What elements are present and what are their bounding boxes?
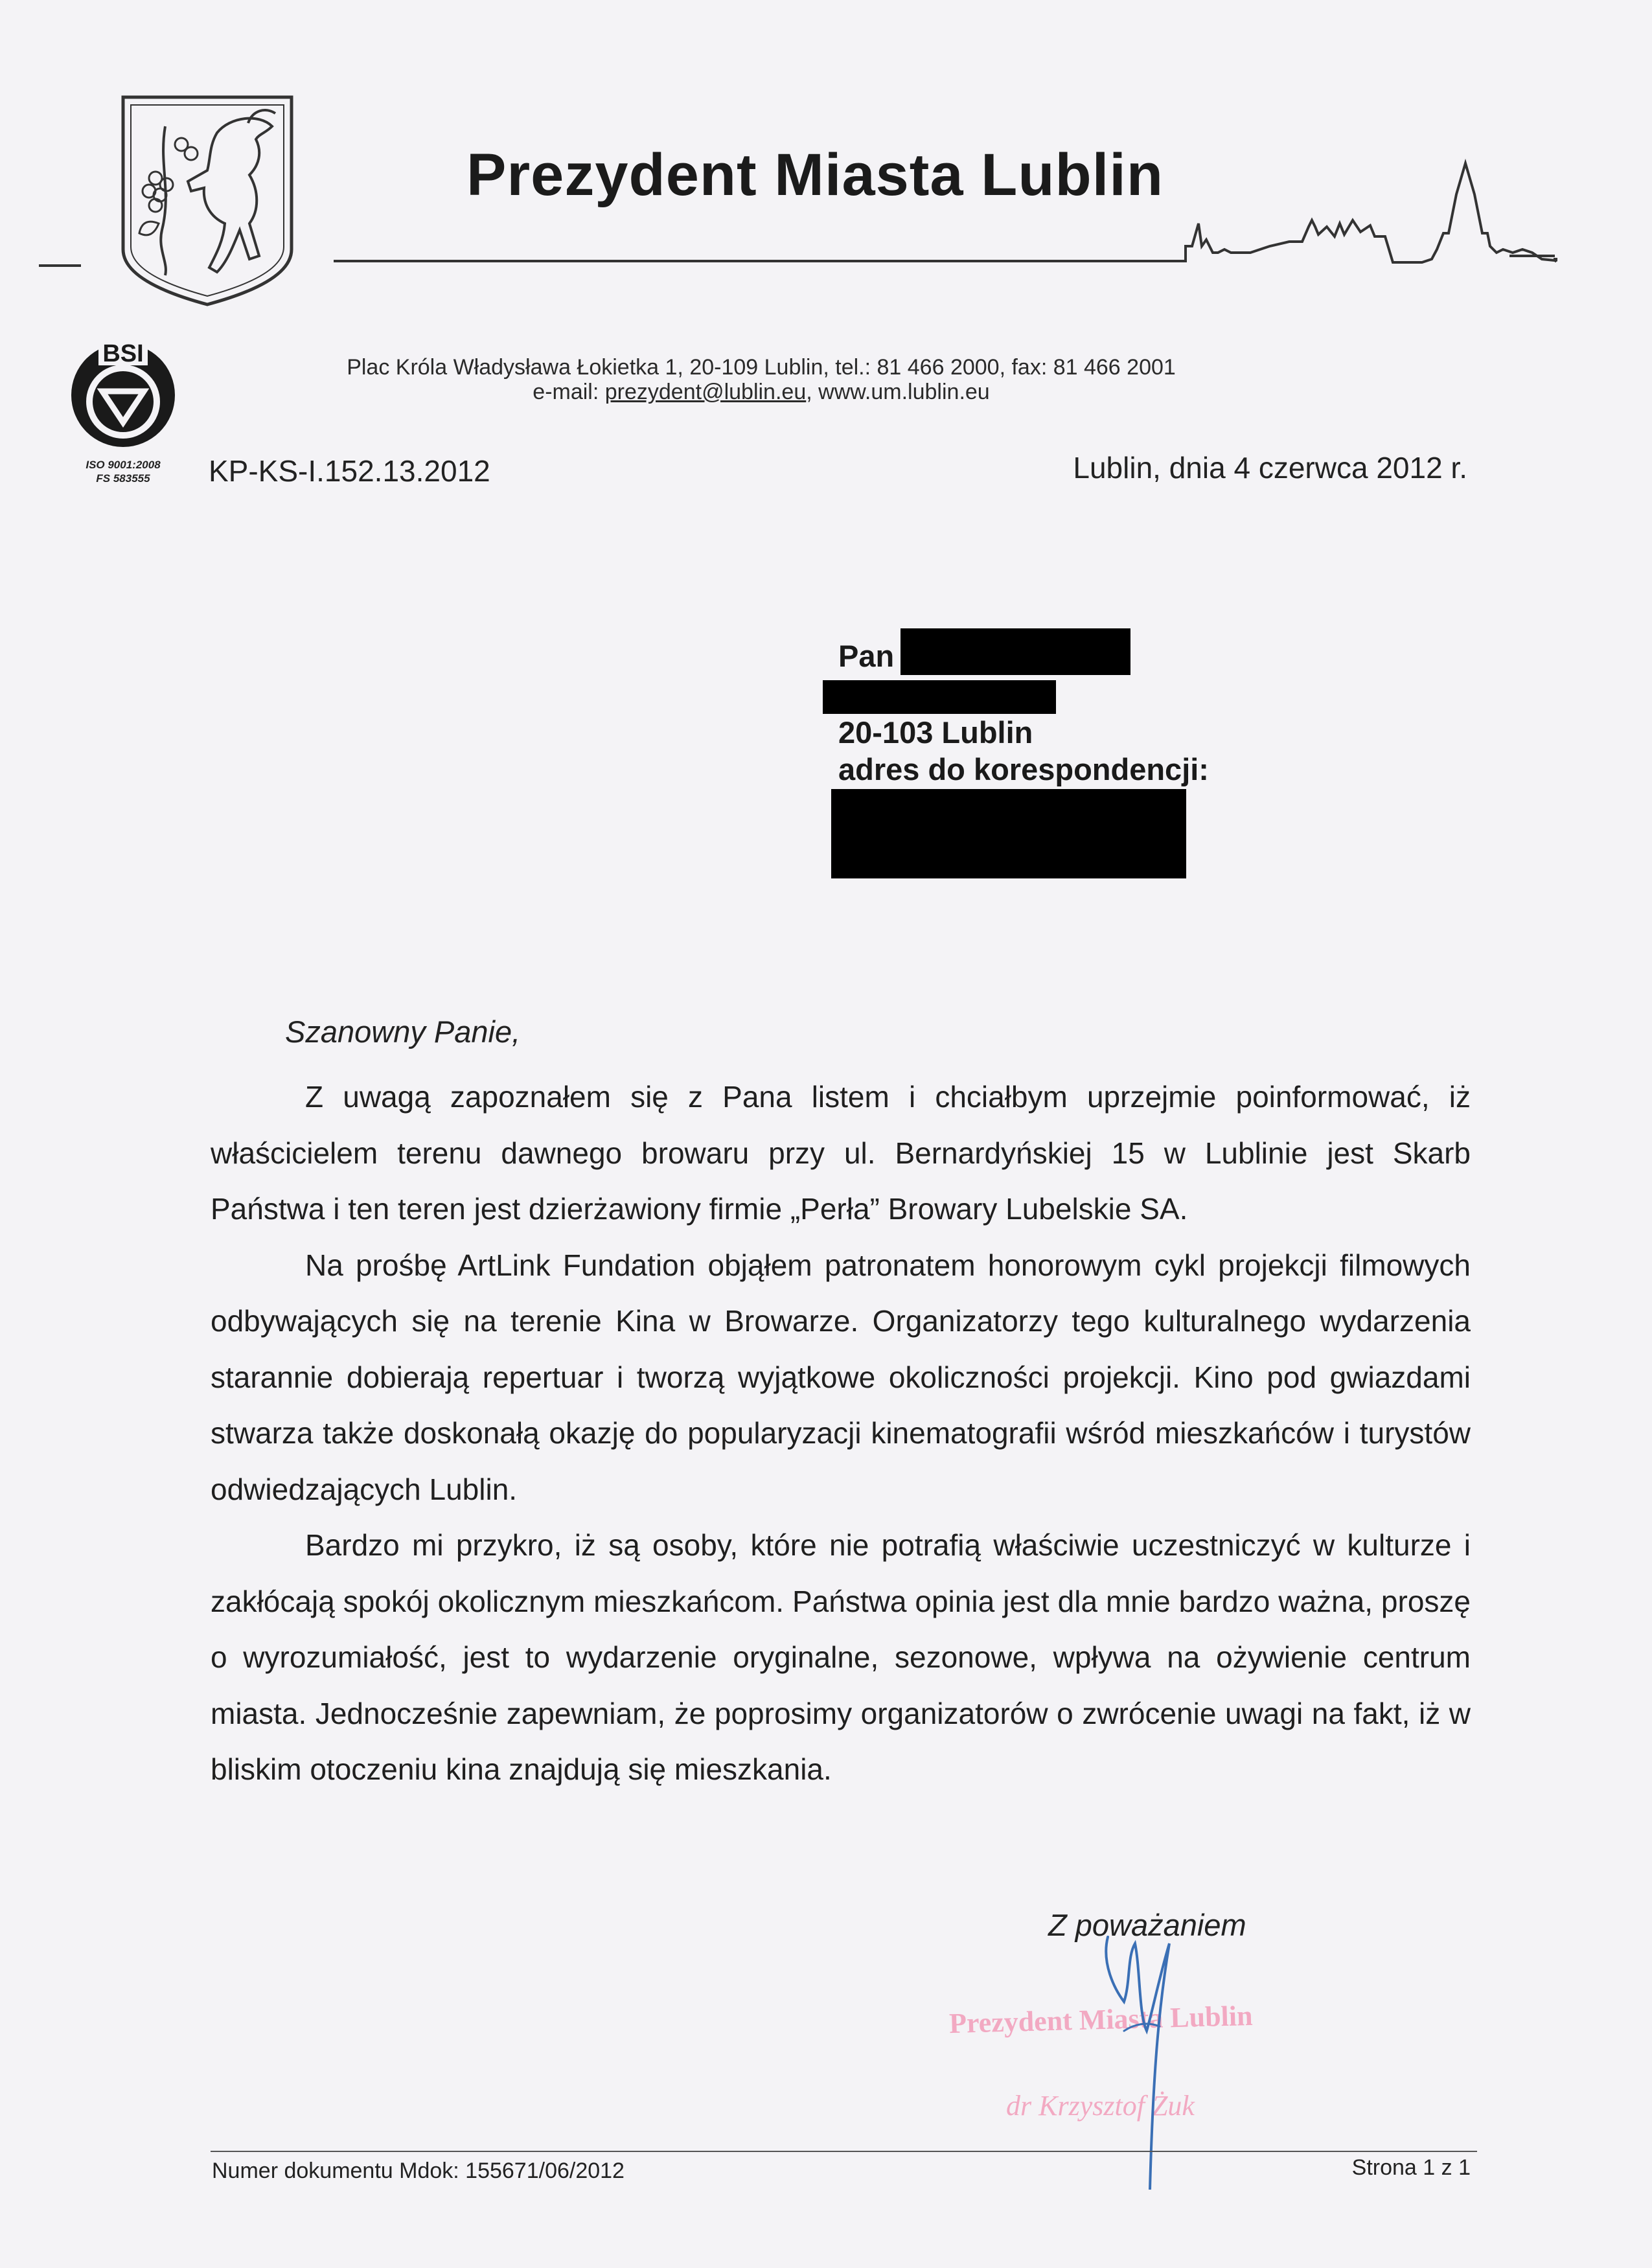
bsi-certification-icon [65, 332, 181, 448]
svg-text:BSI: BSI [102, 340, 144, 367]
page-number: Strona 1 z 1 [1351, 2155, 1471, 2180]
redacted-name [901, 628, 1130, 675]
reference-number: KP-KS-I.152.13.2012 [209, 454, 490, 488]
footer-divider [211, 2151, 1477, 2152]
skyline-header-rule [0, 155, 1652, 311]
letter-salutation: Szanowny Panie, [285, 1014, 521, 1049]
redacted-street [823, 680, 1056, 714]
letter-body [211, 1069, 1471, 1798]
website-link[interactable]: www.um.lublin.eu [818, 380, 990, 404]
stamp-name: dr Krzysztof Żuk [1006, 2090, 1195, 2122]
email-prefix: e-mail: [533, 380, 605, 404]
addressee-city: 20-103 Lublin [838, 715, 1033, 750]
office-address: Plac Króla Władysława Łokietka 1, 20-109 Lublin, tel.: 81 466 2000, fax: 81 466 2001 [347, 355, 1176, 380]
correspondence-label: adres do korespondencji: [838, 752, 1209, 786]
letter-date: Lublin, dnia 4 czerwca 2012 r. [1073, 451, 1467, 485]
document-number: Numer dokumentu Mdok: 155671/06/2012 [212, 2159, 625, 2183]
letterhead-title: Prezydent Miasta Lublin [466, 142, 1164, 208]
addressee-salutation: Pan [838, 639, 895, 673]
stamp-title: Prezydent Miasta Lublin [948, 1999, 1254, 2040]
email-link[interactable]: prezydent@lublin.eu [604, 380, 807, 404]
iso-certificate-number: FS 583555 [96, 472, 150, 485]
office-contact [181, 380, 1341, 405]
redacted-correspondence-address [831, 789, 1186, 878]
iso-standard: ISO 9001:2008 [86, 459, 161, 471]
contact-separator: , [806, 380, 819, 404]
body-paragraph-1: Z uwagą zapoznałem się z Pana listem i chciałbym uprzejmie poinformować, iż właścicielem terenu dawnego browaru przy ul. Bernardyńskiej 15 w Lublinie jest Skarb Państwa i ten teren jest dzierżawiony firmie „Perła” Browary Lubelskie SA. [211, 1080, 1471, 1226]
iso-certification-label [65, 458, 181, 485]
body-paragraph-2: Na prośbę ArtLink Fundation objąłem patronatem honorowym cykl projekcji filmowych odbywających się na terenie Kina w Browarze. Organizatorzy tego kulturalnego wydarzenia starannie dobierają repertuar i tworzą wyjątkowe okoliczności projekcji. Kino pod gwiazdami stwarza także doskonałą okazję do popularyzacji kinematografii wśród mieszkańców i turystów odwiedzających Lublin. [211, 1248, 1471, 1506]
handwritten-signature-icon [1062, 1918, 1257, 2190]
closing-phrase: Z poważaniem [1048, 1908, 1246, 1942]
body-paragraph-3: Bardzo mi przykro, iż są osoby, które nie potrafią właściwie uczestniczyć w kulturze i zakłócają spokój okolicznym mieszkańcom. Państwa opinia jest dla mnie bardzo ważna, proszę o wyrozumiałość, jest to wydarzenie oryginalne, sezonowe, wpływa na ożywienie centrum miasta. Jednocześnie zapewniam, że poprosimy organizatorów o zwrócenie uwagi na fakt, iż w bliskim otoczeniu kina znajdują się mieszkania. [211, 1528, 1471, 1786]
